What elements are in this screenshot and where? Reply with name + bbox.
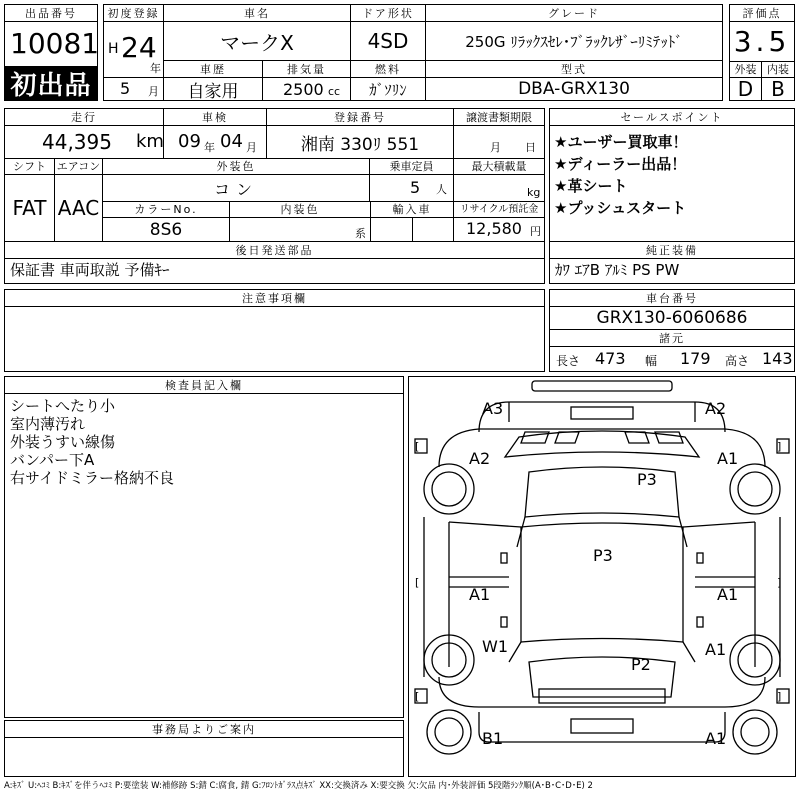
color-number: 8S6	[102, 217, 230, 242]
transfer-month-unit: 月	[490, 141, 501, 154]
bracket-mark: [	[415, 576, 420, 589]
bracket-mark: [	[415, 690, 420, 703]
later-parts-label: 後日発送部品	[4, 241, 545, 259]
inspector-note-line: シートへたり小	[10, 397, 116, 415]
trunk-panel	[529, 657, 675, 697]
first-registration-month: 5	[120, 79, 131, 98]
fuel-label: 燃料	[350, 60, 426, 78]
right-door-handle	[697, 553, 703, 563]
first-registration-year: 24	[121, 31, 157, 64]
bracket-mark: ]	[777, 576, 782, 589]
later-parts: 保証書 車両取説 予備ｷｰ	[10, 261, 170, 279]
cc-unit: cc	[328, 85, 341, 98]
interior-grade-label: 内装	[761, 61, 795, 78]
damage-mark: B1	[482, 729, 504, 748]
inspector-note-line: バンパー下A	[10, 451, 95, 469]
rear-bumper-outline	[479, 712, 725, 742]
inspector-notes-label: 検査員記入欄	[4, 376, 404, 394]
damage-mark: P3	[637, 470, 657, 489]
damage-mark: A1	[717, 585, 739, 604]
score-label: 評価点	[729, 4, 795, 22]
width-label: 幅	[645, 354, 658, 368]
color-number-label: カラーNo.	[102, 201, 230, 218]
ac-label: エアコン	[54, 158, 103, 175]
sales-points-label: セールスポイント	[549, 108, 795, 126]
model-code: DBA-GRX130	[425, 77, 723, 101]
damage-mark: A1	[717, 449, 739, 468]
yen-unit: 円	[530, 225, 541, 238]
interior-color-label: 内装色	[229, 201, 371, 218]
transfer-day-unit: 日	[525, 141, 536, 154]
grade-label: グレード	[425, 4, 723, 22]
exterior-grade: D	[729, 77, 762, 101]
height: 143	[762, 349, 793, 368]
interior-color-suffix: 系	[355, 227, 366, 240]
sales-point-item: ★ディーラー出品！	[554, 155, 687, 173]
import-cell-2	[412, 217, 454, 242]
plate-number: 湘南 330ﾘ 551	[266, 125, 454, 159]
bracket-mark: ]	[777, 690, 782, 703]
lot-number: 10081	[10, 27, 100, 60]
equipment: ｶﾜ ｴｱB ｱﾙﾐ PS PW	[555, 261, 680, 279]
spare-wheel-right	[733, 710, 777, 754]
first-listing-badge: 初出品	[5, 66, 97, 100]
mileage-label: 走行	[4, 108, 164, 126]
sales-points-list	[549, 125, 795, 242]
first-registration-label: 初度登録	[103, 4, 164, 22]
damage-diagram	[408, 376, 796, 777]
import-cell-1	[370, 217, 413, 242]
chassis-number: GRX130-6060686	[549, 306, 795, 330]
capacity-unit: 人	[436, 183, 447, 196]
exterior-grade-label: 外装	[729, 61, 762, 78]
inspector-notes	[4, 393, 404, 718]
sales-point-item: ★革シート	[554, 177, 628, 195]
office-notes-label: 事務局よりご案内	[4, 720, 404, 738]
inspector-note-line: 右サイドミラー格納不良	[10, 469, 174, 487]
windshield-top	[505, 431, 699, 457]
inspection-month-unit: 月	[246, 141, 257, 154]
exterior-color: コン	[102, 174, 370, 202]
height-label: 高さ	[725, 354, 750, 368]
inspection-label: 車検	[163, 108, 267, 126]
front-plate-outline	[571, 407, 633, 419]
shift-label: シフト	[4, 158, 55, 175]
km-unit: km	[136, 131, 164, 152]
office-notes	[4, 737, 404, 777]
exterior-color-label: 外装色	[102, 158, 370, 175]
front-bumper-outline	[532, 381, 672, 391]
shift: FAT	[4, 174, 55, 242]
interior-color-cell	[229, 217, 371, 242]
damage-mark: A2	[705, 399, 727, 418]
door-type: 4SD	[350, 21, 426, 61]
model-code-label: 型式	[425, 60, 723, 78]
equipment-label: 純正装備	[549, 241, 795, 259]
displacement: 2500	[283, 80, 324, 99]
door-type-label: ドア形状	[350, 4, 426, 22]
damage-mark: A1	[705, 640, 727, 659]
caution-label: 注意事項欄	[4, 289, 545, 307]
history: 自家用	[163, 77, 263, 101]
month-unit: 月	[148, 85, 159, 98]
inspection-year-unit: 年	[204, 141, 215, 154]
grade: 250G ﾘﾗｯｸｽｾﾚ･ﾌﾞﾗｯｸﾚｻﾞｰﾘﾐﾃｯﾄﾞ	[425, 21, 723, 61]
damage-code-legend: A:ｷｽﾞ U:ﾍｺﾐ B:ｷｽﾞを伴うﾍｺﾐ P:要塗装 W:補修跡 S:錆 C:腐食, 錆 G:ﾌﾛﾝﾄｶﾞﾗｽ点ｷｽﾞ XX:交換済み X:要交換 欠:欠品 内･外装評価 5段階ﾗﾝｸ順(A･B･C･D･E) 2	[4, 781, 593, 791]
inspector-note-line: 室内薄汚れ	[10, 415, 86, 433]
inspection-year: 09	[178, 131, 201, 152]
interior-grade: B	[761, 77, 795, 101]
length: 473	[595, 349, 626, 368]
bracket-mark: [	[415, 440, 420, 453]
damage-mark: P2	[631, 655, 651, 674]
damage-mark: A1	[469, 585, 491, 604]
rear-plate-outline	[539, 689, 665, 703]
plate-label: 登録番号	[266, 108, 454, 126]
capacity-label: 乗車定員	[369, 158, 454, 175]
chassis-label: 車台番号	[549, 289, 795, 307]
spare-wheel	[427, 710, 471, 754]
sales-point-item: ★プッシュスタート	[554, 199, 687, 217]
year-unit: 年	[150, 62, 161, 75]
dimensions-label: 諸元	[549, 329, 795, 347]
damage-mark: A3	[482, 399, 504, 418]
era-letter: H	[108, 41, 119, 57]
lot-number-label: 出品番号	[4, 4, 98, 22]
damage-mark: W1	[482, 637, 508, 656]
history-label: 車歴	[163, 60, 263, 78]
transfer-deadline-label: 譲渡書類期限	[453, 108, 545, 126]
inspection-month: 04	[220, 131, 243, 152]
recycle-label: リサイクル預託金	[453, 201, 545, 218]
dimensions-cell	[549, 346, 795, 372]
score: 3.5	[729, 21, 795, 62]
ac: AAC	[54, 174, 103, 242]
capacity: 5	[410, 178, 421, 197]
recycle-amount: 12,580	[466, 219, 522, 238]
car-diagram-svg	[409, 377, 795, 776]
kg-unit: kg	[527, 186, 541, 199]
left-door-handle	[501, 553, 507, 563]
mileage: 44,395	[42, 130, 112, 154]
roof-panel	[521, 523, 683, 642]
import-label: 輸入車	[370, 201, 454, 218]
width: 179	[680, 349, 711, 368]
damage-mark: A2	[469, 449, 491, 468]
max-load-label: 最大積載量	[453, 158, 545, 175]
displacement-label: 排気量	[262, 60, 351, 78]
inspector-note-line: 外装うすい線傷	[10, 433, 116, 451]
sales-point-item: ★ユーザー買取車！	[554, 133, 688, 151]
damage-mark: P3	[593, 546, 613, 565]
fuel: ｶﾞｿﾘﾝ	[350, 77, 426, 101]
damage-mark: A1	[705, 729, 727, 748]
length-label: 長さ	[556, 354, 581, 368]
bracket-mark: ]	[777, 440, 782, 453]
car-name: マークX	[163, 21, 351, 61]
car-name-label: 車名	[163, 4, 351, 22]
caution-notes	[4, 306, 545, 372]
